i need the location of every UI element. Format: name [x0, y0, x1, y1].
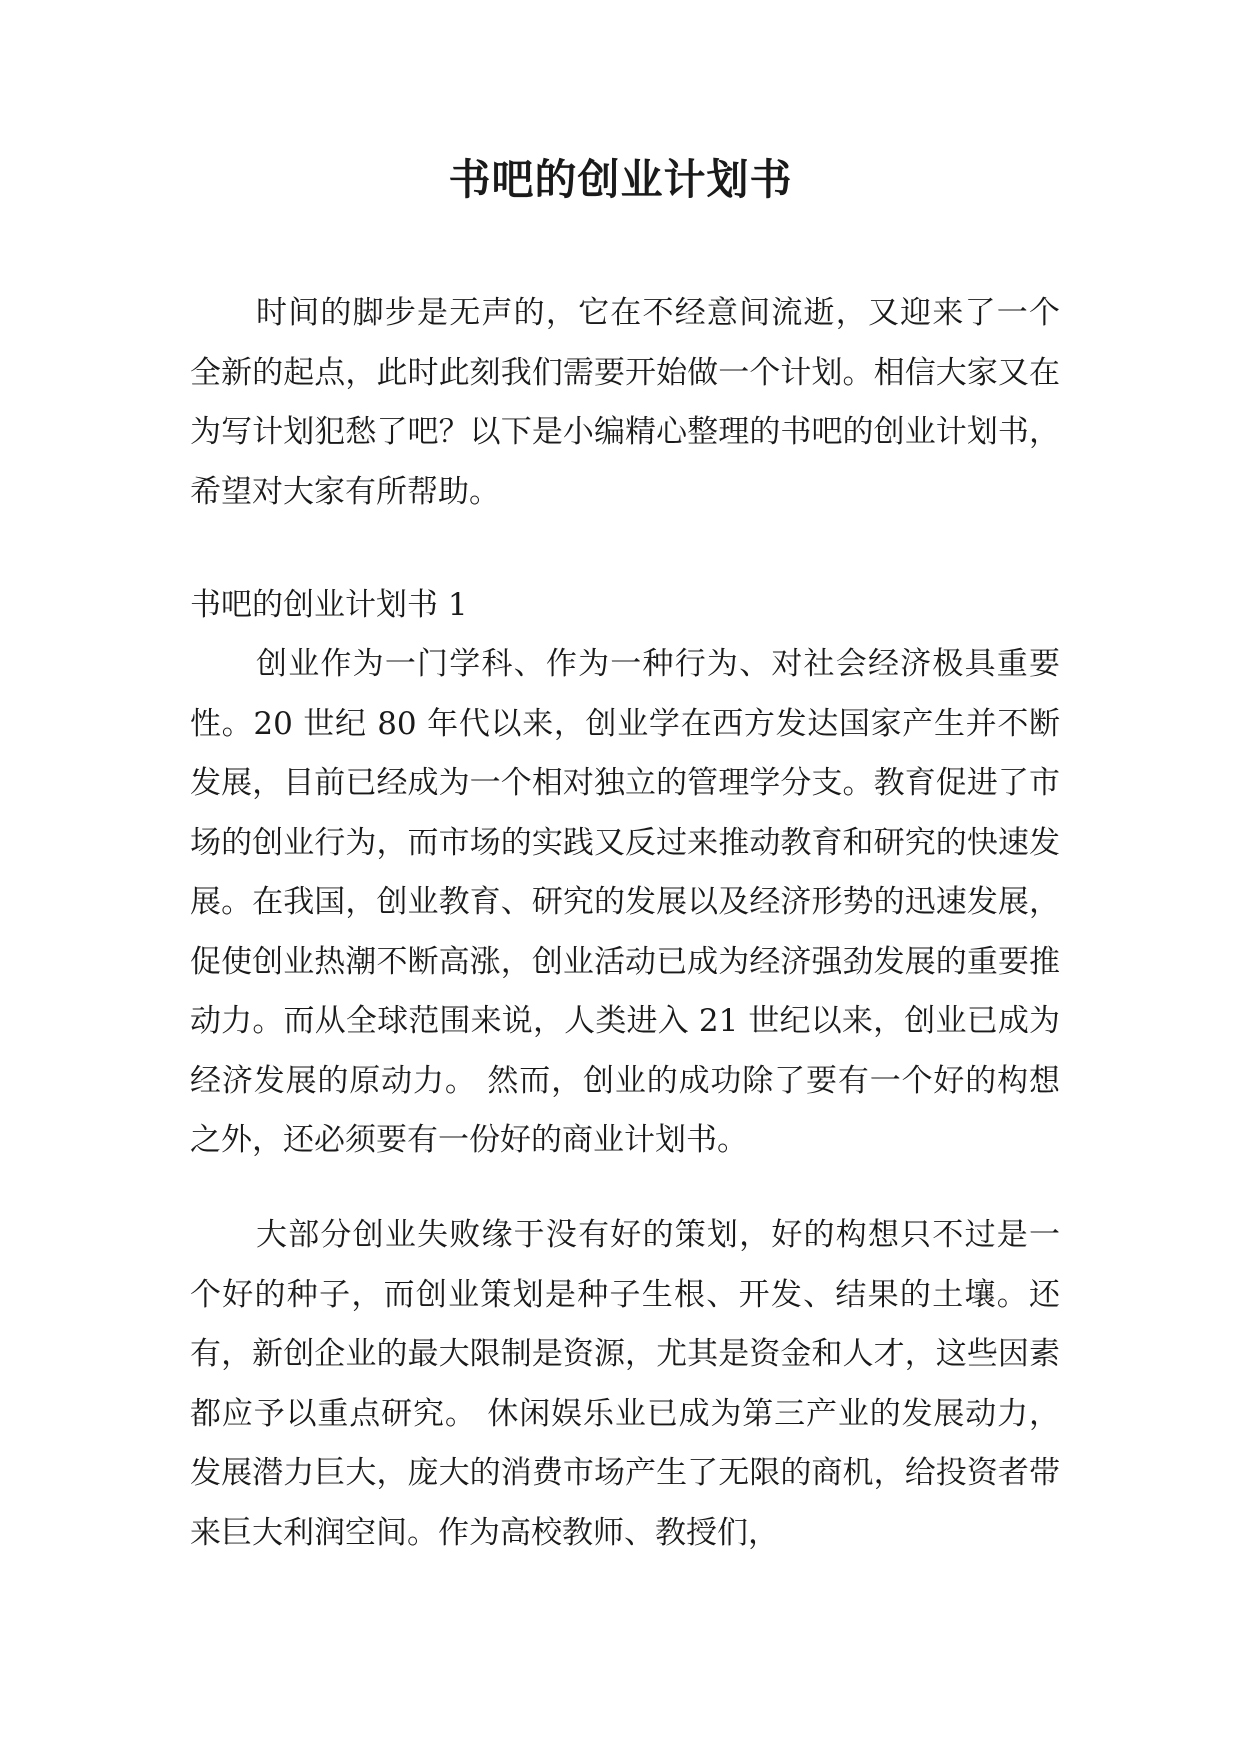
document-title: 书吧的创业计划书 [448, 155, 793, 204]
intro-paragraph: 时间的脚步是无声的，它在不经意间流逝，又迎来了一个全新的起点，此时此刻我们需要开始做一个计划。相信大家又在为写计划犯愁了吧？以下是小编精心整理的书吧的创业计划书，希望对大家有所帮助。 [190, 295, 1060, 510]
body-paragraph: 大部分创业失败缘于没有好的策划，好的构想只不过是一个好的种子，而创业策划是种子生根、开发、结果的土壤。还有，新创企业的最大限制是资源，尤其是资金和人才，这些因素都应予以重点研究。 休闲娱乐业已成为第三产业的发展动力，发展潜力巨大，庞大的消费市场产生了无限的商机，给投资者带来巨大利润空间。作为高校教师、教授们， [190, 1217, 1060, 1551]
body-paragraph: 创业作为一门学科、作为一种行为、对社会经济极具重要性。20 世纪 80 年代以来，创业学在西方发达国家产生并不断发展，目前已经成为一个相对独立的管理学分支。教育促进了市场的创业行为，而市场的实践又反过来推动教育和研究的快速发展。在我国，创业教育、研究的发展以及经济形势的迅速发展，促使创业热潮不断高涨，创业活动已成为经济强劲发展的重要推动力。而从全球范围来说，人类进入 21 世纪以来，创业已成为经济发展的原动力。 然而，创业的成功除了要有一个好的构想之外，还必须要有一份好的商业计划书。 [190, 646, 1060, 1158]
section-heading: 书吧的创业计划书 1 [190, 587, 468, 623]
